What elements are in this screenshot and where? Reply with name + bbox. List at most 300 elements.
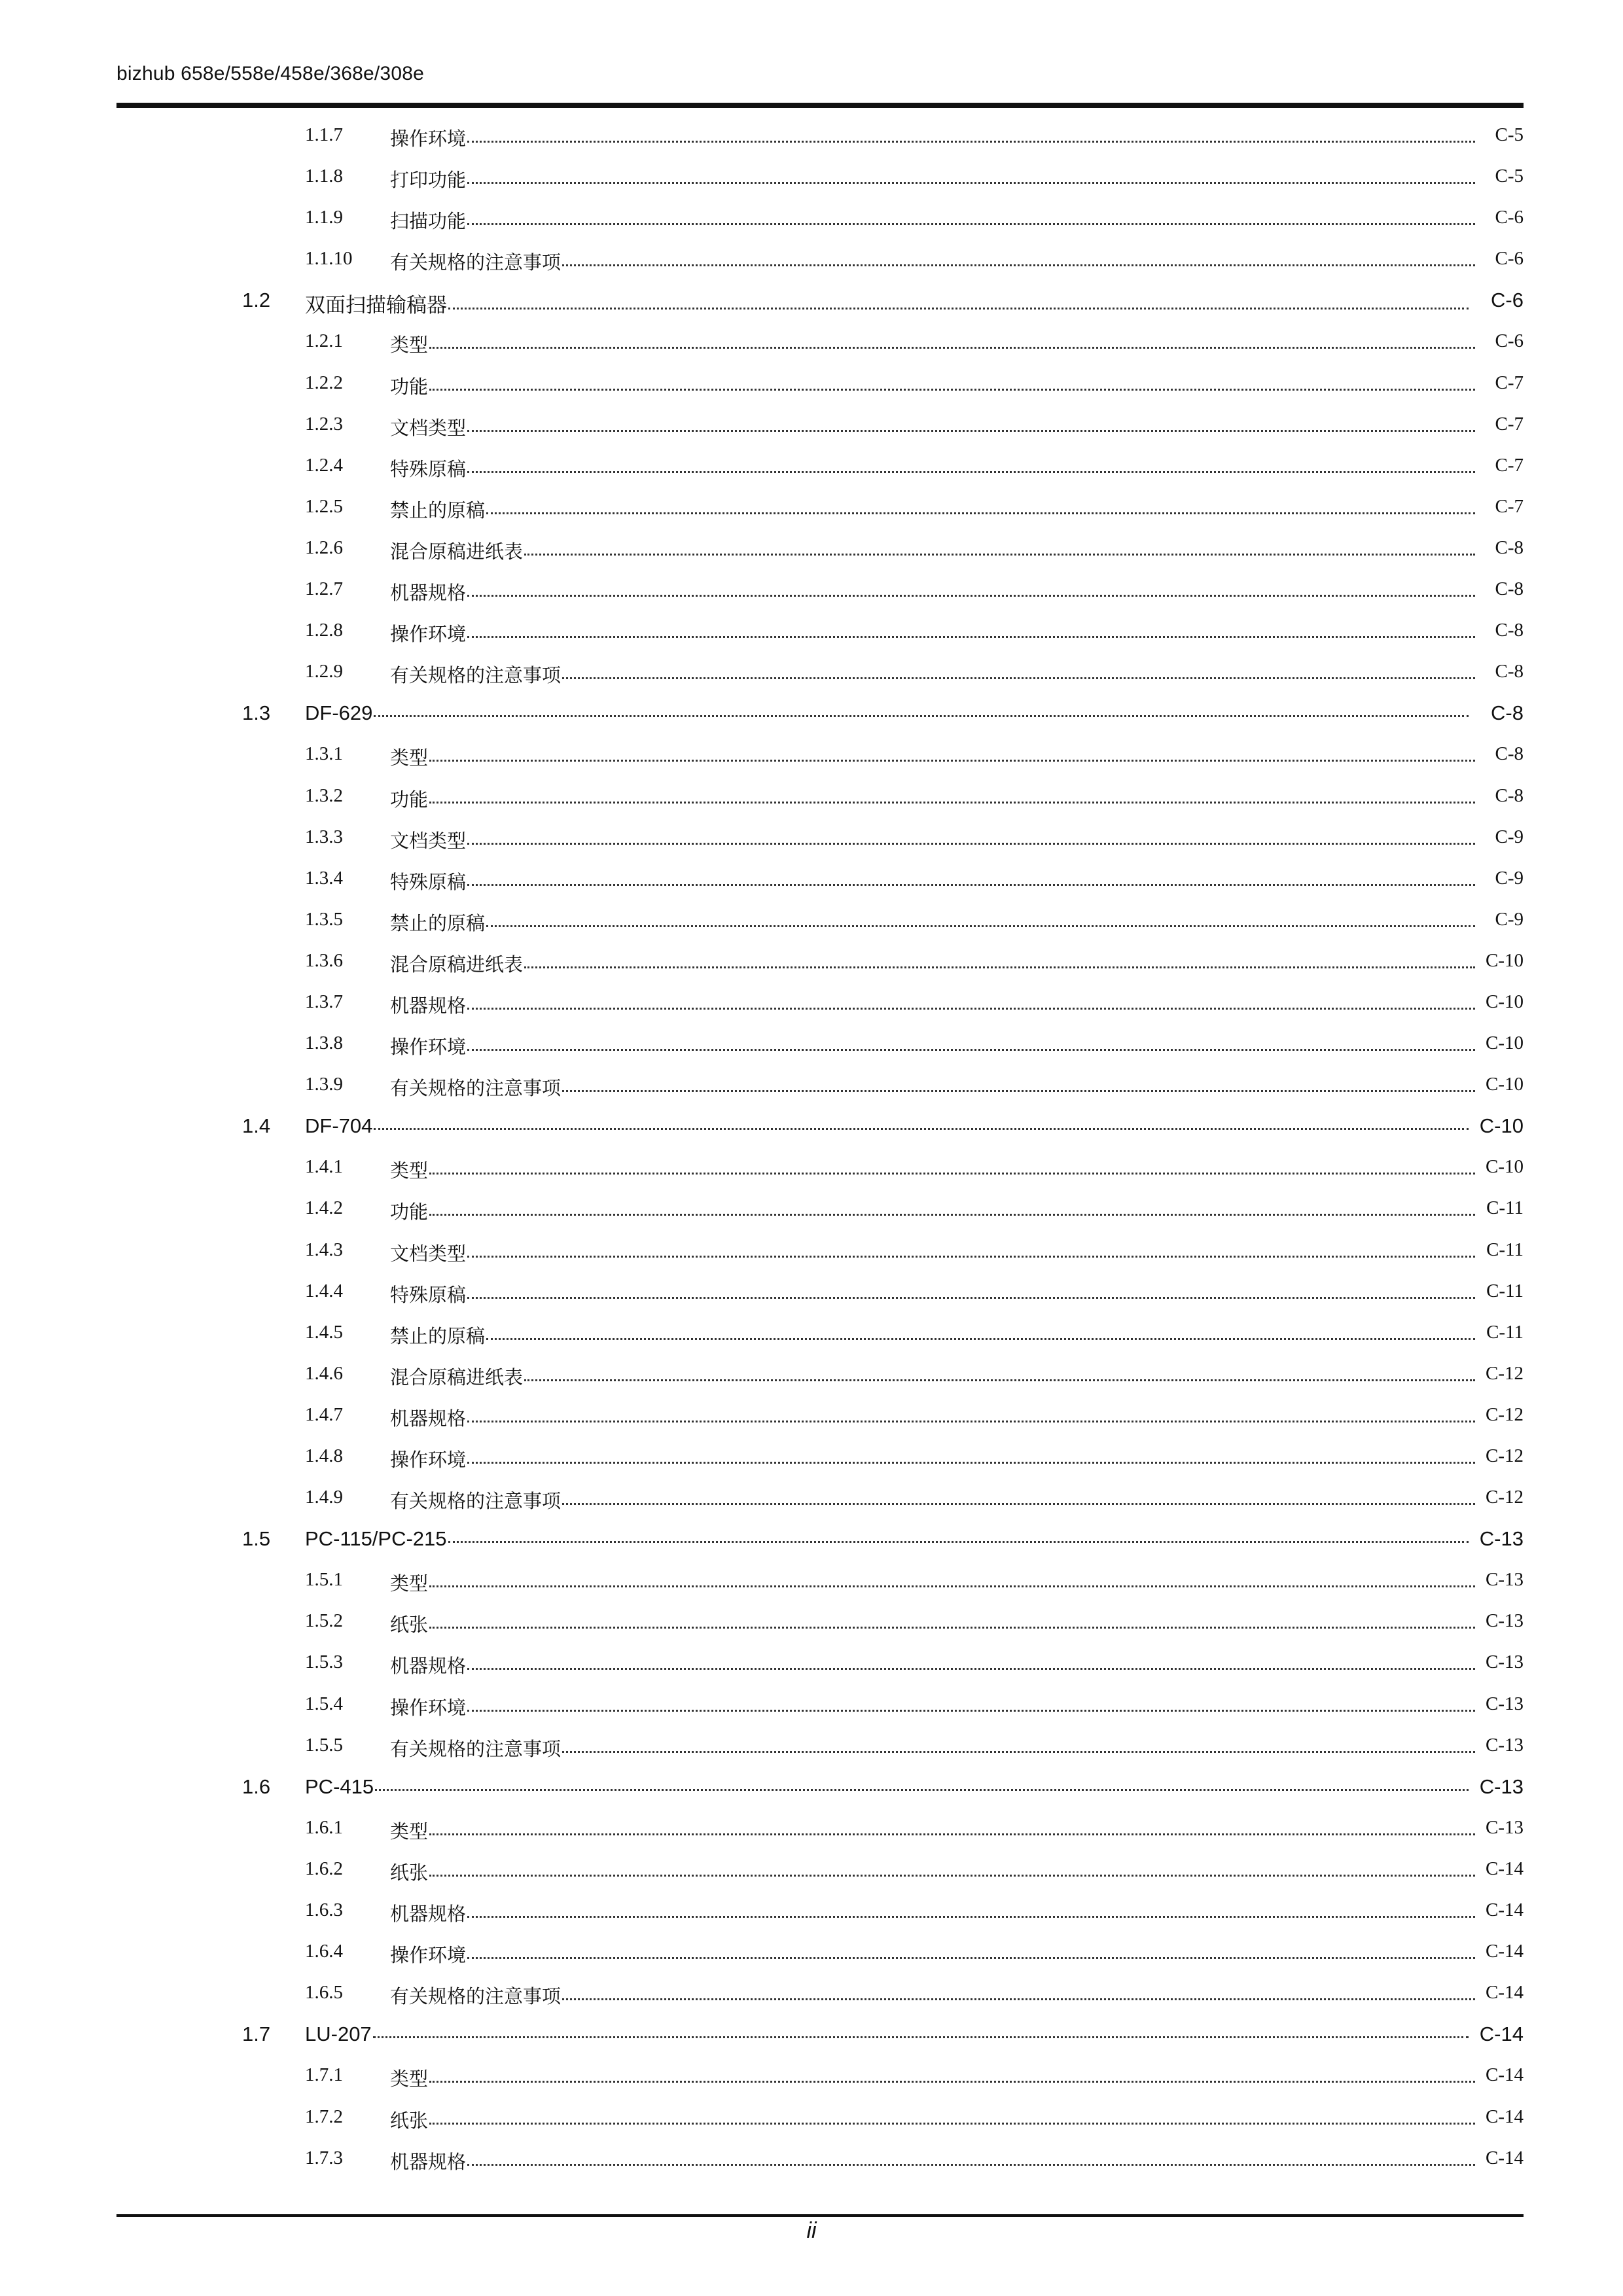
toc-entry-page: C-14	[1486, 2064, 1524, 2086]
toc-entry-page: C-8	[1495, 661, 1524, 682]
toc-entry-number: 1.4.5	[305, 1321, 343, 1343]
toc-dot-leader	[467, 1421, 1475, 1422]
toc-dot-leader	[467, 430, 1475, 432]
toc-entry-title-wrap	[390, 1239, 1478, 1266]
toc-entry-title: DF-629	[305, 701, 373, 725]
toc-entry-title-wrap	[390, 1197, 1478, 1224]
toc-subsection-entry[interactable]	[0, 487, 1623, 528]
toc-entry-page: C-6	[1495, 207, 1524, 228]
toc-dot-leader	[429, 802, 1475, 804]
toc-entry-title-wrap	[305, 2022, 1471, 2046]
toc-entry-title: 禁止的原稿	[390, 913, 486, 934]
toc-dot-leader	[467, 2164, 1475, 2166]
toc-entry-number: 1.3.5	[305, 908, 343, 930]
toc-dot-leader	[467, 1462, 1475, 1464]
toc-entry-page: C-7	[1495, 495, 1524, 517]
toc-entry-title-wrap	[390, 537, 1478, 564]
toc-entry-title-wrap	[390, 743, 1478, 770]
toc-dot-leader	[467, 1916, 1475, 1918]
toc-entry-title-wrap	[390, 991, 1478, 1018]
toc-entry-title: LU-207	[305, 2022, 372, 2046]
toc-entry-number: 1.2	[242, 289, 271, 312]
toc-entry-title-wrap	[390, 1569, 1478, 1596]
toc-entry-title-wrap	[390, 1858, 1478, 1885]
toc-entry-title: 机器规格	[390, 1656, 467, 1678]
toc-entry-title: 类型	[390, 335, 429, 357]
toc-entry-page: C-14	[1486, 1858, 1524, 1879]
toc-entry-page: C-10	[1479, 1114, 1524, 1138]
toc-entry-title: 操作环境	[390, 1945, 467, 1967]
toc-subsection-entry[interactable]	[0, 1354, 1623, 1395]
document-header: bizhub 658e/558e/458e/368e/308e	[116, 63, 424, 84]
toc-entry-page: C-14	[1479, 2022, 1524, 2046]
toc-subsection-entry[interactable]	[0, 1849, 1623, 1890]
toc-entry-number: 1.4.3	[305, 1239, 343, 1260]
toc-entry-number: 1.6	[242, 1775, 271, 1798]
toc-entry-page: C-11	[1486, 1321, 1524, 1343]
toc-entry-page: C-8	[1491, 701, 1524, 725]
toc-entry-title-wrap	[390, 1363, 1478, 1390]
toc-dot-leader	[562, 264, 1475, 266]
toc-dot-leader	[467, 843, 1475, 845]
toc-subsection-entry[interactable]	[0, 1065, 1623, 1106]
toc-entry-title: 混合原稿进纸表	[390, 954, 524, 976]
toc-entry-title: 双面扫描输稿器	[305, 294, 447, 317]
toc-entry-number: 1.6.3	[305, 1899, 343, 1921]
toc-subsection-entry[interactable]	[0, 321, 1623, 362]
toc-subsection-entry[interactable]	[0, 1147, 1623, 1188]
toc-entry-title: 操作环境	[390, 1697, 467, 1719]
toc-subsection-entry[interactable]	[0, 363, 1623, 404]
toc-section-entry[interactable]	[0, 693, 1623, 734]
toc-dot-leader	[429, 1833, 1475, 1835]
toc-entry-title-wrap	[390, 1817, 1478, 1844]
toc-subsection-entry[interactable]	[0, 1560, 1623, 1601]
toc-dot-leader	[467, 1008, 1475, 1010]
toc-subsection-entry[interactable]	[0, 1477, 1623, 1519]
toc-entry-page: C-6	[1495, 248, 1524, 270]
toc-entry-title-wrap	[390, 124, 1478, 151]
toc-entry-title-wrap	[390, 578, 1478, 605]
toc-entry-title-wrap	[390, 1693, 1478, 1720]
toc-dot-leader	[467, 636, 1475, 638]
toc-section-entry[interactable]	[0, 1767, 1623, 1808]
toc-subsection-entry[interactable]	[0, 610, 1623, 652]
toc-entry-page: C-13	[1479, 1527, 1524, 1551]
toc-entry-title-wrap	[390, 1156, 1478, 1183]
toc-entry-number: 1.2.3	[305, 413, 343, 434]
toc-entry-title: 有关规格的注意事项	[390, 253, 562, 274]
toc-subsection-entry[interactable]	[0, 817, 1623, 858]
toc-entry-number: 1.1.8	[305, 166, 343, 187]
toc-entry-number: 1.5.1	[305, 1569, 343, 1591]
toc-dot-leader	[373, 2036, 1469, 2038]
toc-subsection-entry[interactable]	[0, 115, 1623, 156]
toc-entry-number: 1.5.5	[305, 1734, 343, 1756]
toc-entry-title-wrap	[390, 1651, 1478, 1678]
toc-dot-leader	[467, 182, 1475, 184]
toc-entry-title-wrap	[390, 826, 1478, 853]
toc-entry-title-wrap	[390, 1322, 1478, 1349]
toc-entry-title: 纸张	[390, 1615, 429, 1636]
toc-subsection-entry[interactable]	[0, 1973, 1623, 2014]
toc-dot-leader	[467, 223, 1475, 225]
toc-entry-title-wrap	[390, 166, 1478, 192]
toc-dot-leader	[429, 347, 1475, 349]
toc-entry-title-wrap	[390, 950, 1478, 977]
toc-entry-title-wrap	[390, 868, 1478, 894]
toc-entry-page: C-10	[1486, 1156, 1524, 1178]
toc-entry-page: C-10	[1486, 1074, 1524, 1095]
toc-entry-title-wrap	[390, 1404, 1478, 1431]
toc-subsection-entry[interactable]	[0, 858, 1623, 900]
toc-entry-title: 禁止的原稿	[390, 500, 486, 521]
toc-subsection-entry[interactable]	[0, 1890, 1623, 1932]
toc-entry-title-wrap	[390, 909, 1478, 936]
toc-entry-title-wrap	[305, 289, 1471, 318]
toc-subsection-entry[interactable]	[0, 528, 1623, 569]
toc-dot-leader	[448, 1541, 1469, 1543]
toc-dot-leader	[429, 760, 1475, 762]
toc-entry-title-wrap	[390, 1280, 1478, 1307]
toc-entry-title: 有关规格的注意事项	[390, 665, 562, 687]
toc-entry-number: 1.5	[242, 1527, 271, 1551]
toc-dot-leader	[524, 554, 1475, 556]
toc-entry-number: 1.6.4	[305, 1941, 343, 1962]
toc-entry-title-wrap	[390, 330, 1478, 357]
toc-entry-page: C-14	[1486, 2147, 1524, 2168]
toc-entry-title: 混合原稿进纸表	[390, 541, 524, 563]
toc-entry-page: C-13	[1486, 1651, 1524, 1673]
toc-entry-title: 禁止的原稿	[390, 1326, 486, 1347]
toc-entry-number: 1.3.7	[305, 991, 343, 1012]
toc-entry-title: 纸张	[390, 1862, 429, 1884]
toc-entry-page: C-6	[1495, 330, 1524, 352]
toc-dot-leader	[467, 1957, 1475, 1959]
toc-dot-leader	[467, 141, 1475, 143]
toc-entry-number: 1.3	[242, 701, 271, 725]
toc-entry-number: 1.2.2	[305, 372, 343, 393]
toc-entry-title-wrap	[390, 1487, 1478, 1513]
toc-dot-leader	[467, 1049, 1475, 1051]
toc-subsection-entry[interactable]	[0, 1725, 1623, 1767]
toc-entry-title: 类型	[390, 2069, 429, 2091]
toc-entry-page: C-12	[1486, 1487, 1524, 1508]
toc-entry-number: 1.4	[242, 1114, 271, 1138]
toc-entry-page: C-14	[1486, 1899, 1524, 1921]
toc-entry-page: C-5	[1495, 124, 1524, 145]
toc-entry-title-wrap	[390, 414, 1478, 440]
toc-dot-leader	[486, 925, 1475, 927]
toc-dot-leader	[467, 1710, 1475, 1712]
toc-subsection-entry[interactable]	[0, 1395, 1623, 1436]
toc-entry-number: 1.7.3	[305, 2147, 343, 2168]
toc-dot-leader	[467, 1256, 1475, 1258]
toc-subsection-entry[interactable]	[0, 2055, 1623, 2096]
toc-entry-page: C-12	[1486, 1404, 1524, 1425]
toc-entry-title: 类型	[390, 748, 429, 769]
toc-entry-page: C-7	[1495, 454, 1524, 476]
toc-entry-number: 1.7.1	[305, 2064, 343, 2086]
toc-entry-title-wrap	[390, 207, 1478, 234]
toc-entry-number: 1.4.2	[305, 1197, 343, 1219]
toc-subsection-entry[interactable]	[0, 239, 1623, 280]
toc-entry-title: 特殊原稿	[390, 459, 467, 480]
toc-entry-number: 1.2.8	[305, 620, 343, 641]
toc-dot-leader	[562, 1751, 1475, 1753]
toc-entry-page: C-10	[1486, 991, 1524, 1012]
toc-subsection-entry[interactable]	[0, 446, 1623, 487]
toc-subsection-entry[interactable]	[0, 156, 1623, 198]
toc-entry-title-wrap	[390, 2106, 1478, 2133]
toc-entry-number: 1.3.9	[305, 1074, 343, 1095]
toc-entry-number: 1.3.3	[305, 826, 343, 847]
toc-entry-number: 1.4.8	[305, 1445, 343, 1466]
toc-entry-title: 功能	[390, 789, 429, 811]
toc-entry-page: C-13	[1486, 1569, 1524, 1591]
toc-entry-number: 1.4.1	[305, 1156, 343, 1178]
toc-entry-number: 1.2.9	[305, 661, 343, 682]
toc-entry-page: C-12	[1486, 1445, 1524, 1466]
toc-entry-number: 1.5.2	[305, 1610, 343, 1632]
toc-entry-title-wrap	[390, 1899, 1478, 1926]
toc-entry-title: 纸张	[390, 2110, 429, 2132]
toc-subsection-entry[interactable]	[0, 1188, 1623, 1229]
toc-entry-title-wrap	[390, 372, 1478, 399]
toc-entry-page: C-11	[1486, 1280, 1524, 1301]
toc-entry-title-wrap	[390, 2147, 1478, 2174]
toc-entry-title-wrap	[305, 1775, 1471, 1799]
toc-entry-title: 有关规格的注意事项	[390, 1739, 562, 1760]
toc-dot-leader	[429, 2123, 1475, 2125]
toc-subsection-entry[interactable]	[0, 982, 1623, 1023]
toc-subsection-entry[interactable]	[0, 1271, 1623, 1313]
toc-entry-title-wrap	[390, 455, 1478, 482]
toc-entry-number: 1.2.5	[305, 495, 343, 517]
toc-dot-leader	[486, 512, 1475, 514]
toc-entry-title: 打印功能	[390, 170, 467, 192]
toc-entry-title-wrap	[390, 1982, 1478, 2009]
toc-section-entry[interactable]	[0, 280, 1623, 321]
toc-entry-number: 1.2.4	[305, 454, 343, 476]
toc-entry-title-wrap	[390, 1074, 1478, 1101]
toc-entry-number: 1.5.3	[305, 1651, 343, 1673]
toc-subsection-entry[interactable]	[0, 569, 1623, 610]
toc-entry-number: 1.4.9	[305, 1487, 343, 1508]
toc-dot-leader	[374, 1128, 1469, 1130]
toc-subsection-entry[interactable]	[0, 1313, 1623, 1354]
toc-entry-title: 操作环境	[390, 129, 467, 150]
toc-entry-title: 类型	[390, 1161, 429, 1182]
toc-entry-title: 操作环境	[390, 1037, 467, 1059]
toc-dot-leader	[562, 1503, 1475, 1505]
toc-entry-title: 文档类型	[390, 417, 467, 439]
toc-dot-leader	[429, 389, 1475, 391]
toc-entry-number: 1.1.7	[305, 124, 343, 145]
toc-entry-title: 操作环境	[390, 1450, 467, 1471]
header-rule	[116, 103, 1524, 108]
toc-entry-title: 扫描功能	[390, 211, 467, 233]
toc-entry-page: C-8	[1495, 743, 1524, 765]
toc-entry-number: 1.3.4	[305, 867, 343, 889]
toc-dot-leader	[562, 1090, 1475, 1092]
toc-entry-title: DF-704	[305, 1114, 373, 1138]
toc-entry-page: C-5	[1495, 166, 1524, 187]
toc-entry-page: C-13	[1486, 1816, 1524, 1838]
toc-entry-page: C-13	[1479, 1775, 1524, 1798]
toc-entry-page: C-13	[1486, 1734, 1524, 1756]
toc-section-entry[interactable]	[0, 2014, 1623, 2055]
toc-entry-page: C-14	[1486, 2106, 1524, 2127]
toc-entry-title: 操作环境	[390, 624, 467, 646]
toc-entry-title-wrap	[390, 620, 1478, 646]
toc-entry-title-wrap	[390, 1735, 1478, 1761]
toc-entry-title: 机器规格	[390, 2151, 467, 2173]
toc-entry-title-wrap	[390, 1445, 1478, 1472]
toc-entry-page: C-9	[1495, 908, 1524, 930]
toc-entry-page: C-12	[1486, 1362, 1524, 1384]
toc-dot-leader	[467, 471, 1475, 473]
toc-dot-leader	[524, 1379, 1475, 1381]
toc-entry-page: C-6	[1491, 289, 1524, 312]
toc-entry-number: 1.2.7	[305, 578, 343, 600]
toc-entry-number: 1.6.1	[305, 1816, 343, 1838]
toc-entry-title: 机器规格	[390, 1408, 467, 1430]
toc-entry-page: C-7	[1495, 372, 1524, 393]
toc-entry-title-wrap	[390, 248, 1478, 275]
toc-entry-number: 1.3.8	[305, 1033, 343, 1054]
toc-entry-number: 1.4.4	[305, 1280, 343, 1301]
toc-entry-page: C-10	[1486, 1033, 1524, 1054]
toc-entry-number: 1.4.7	[305, 1404, 343, 1425]
toc-dot-leader	[429, 1585, 1475, 1587]
toc-subsection-entry[interactable]	[0, 1642, 1623, 1684]
toc-entry-title: 混合原稿进纸表	[390, 1367, 524, 1388]
toc-subsection-entry[interactable]	[0, 1230, 1623, 1271]
toc-dot-leader	[429, 1875, 1475, 1877]
toc-entry-title: PC-115/PC-215	[305, 1527, 447, 1551]
footer-rule	[116, 2214, 1524, 2217]
toc-entry-number: 1.3.2	[305, 785, 343, 806]
toc-entry-page: C-9	[1495, 867, 1524, 889]
toc-subsection-entry[interactable]	[0, 1436, 1623, 1477]
toc-dot-leader	[448, 308, 1469, 309]
toc-entry-page: C-8	[1495, 537, 1524, 558]
toc-subsection-entry[interactable]	[0, 776, 1623, 817]
toc-entry-page: C-7	[1495, 413, 1524, 434]
toc-subsection-entry[interactable]	[0, 404, 1623, 446]
toc-entry-title-wrap	[305, 1114, 1471, 1138]
toc-dot-leader	[486, 1338, 1475, 1340]
toc-dot-leader	[375, 1789, 1469, 1791]
toc-entry-title-wrap	[390, 1941, 1478, 1968]
toc-entry-page: C-14	[1486, 1941, 1524, 1962]
toc-entry-title: 类型	[390, 1821, 429, 1843]
toc-entry-title: PC-415	[305, 1775, 374, 1798]
toc-entry-number: 1.2.1	[305, 330, 343, 352]
toc-section-entry[interactable]	[0, 1519, 1623, 1560]
toc-entry-page: C-8	[1495, 620, 1524, 641]
toc-entry-number: 1.2.6	[305, 537, 343, 558]
toc-entry-number: 1.7	[242, 2022, 271, 2046]
toc-entry-title: 有关规格的注意事项	[390, 1987, 562, 2008]
toc-entry-title: 机器规格	[390, 1904, 467, 1926]
toc-dot-leader	[429, 1173, 1475, 1174]
toc-entry-number: 1.3.1	[305, 743, 343, 765]
toc-subsection-entry[interactable]	[0, 900, 1623, 941]
toc-entry-number: 1.1.10	[305, 248, 353, 270]
toc-dot-leader	[467, 595, 1475, 597]
toc-entry-number: 1.4.6	[305, 1362, 343, 1384]
toc-subsection-entry[interactable]	[0, 1601, 1623, 1642]
toc-dot-leader	[524, 966, 1475, 968]
toc-subsection-entry[interactable]	[0, 2138, 1623, 2180]
toc-entry-page: C-8	[1495, 578, 1524, 600]
toc-entry-title: 文档类型	[390, 1243, 467, 1265]
toc-entry-title: 文档类型	[390, 830, 467, 852]
toc-subsection-entry[interactable]	[0, 198, 1623, 239]
toc-entry-title-wrap	[390, 1610, 1478, 1637]
toc-entry-title: 功能	[390, 1202, 429, 1224]
toc-entry-number: 1.6.5	[305, 1982, 343, 2004]
toc-entry-title: 有关规格的注意事项	[390, 1078, 562, 1100]
toc-entry-page: C-11	[1486, 1197, 1524, 1219]
toc-section-entry[interactable]	[0, 1106, 1623, 1147]
toc-dot-leader	[467, 1668, 1475, 1670]
toc-entry-title: 机器规格	[390, 583, 467, 605]
toc-entry-title: 有关规格的注意事项	[390, 1491, 562, 1513]
toc-entry-page: C-13	[1486, 1693, 1524, 1714]
toc-entry-number: 1.5.4	[305, 1693, 343, 1714]
toc-subsection-entry[interactable]	[0, 2097, 1623, 2138]
table-of-contents	[0, 115, 1623, 2180]
toc-entry-number: 1.6.2	[305, 1858, 343, 1879]
toc-entry-number: 1.7.2	[305, 2106, 343, 2127]
toc-dot-leader	[429, 2081, 1475, 2083]
toc-subsection-entry[interactable]	[0, 652, 1623, 693]
toc-entry-title: 特殊原稿	[390, 1284, 467, 1306]
toc-entry-title-wrap	[305, 1527, 1471, 1551]
toc-entry-title: 特殊原稿	[390, 872, 467, 893]
toc-entry-title: 机器规格	[390, 995, 467, 1017]
toc-subsection-entry[interactable]	[0, 1808, 1623, 1849]
toc-entry-title-wrap	[305, 701, 1471, 725]
toc-subsection-entry[interactable]	[0, 1023, 1623, 1065]
toc-dot-leader	[429, 1627, 1475, 1629]
toc-entry-number: 1.1.9	[305, 207, 343, 228]
toc-entry-page: C-10	[1486, 949, 1524, 971]
toc-entry-page: C-8	[1495, 785, 1524, 806]
toc-entry-title-wrap	[390, 1033, 1478, 1059]
toc-entry-page: C-13	[1486, 1610, 1524, 1632]
toc-entry-page: C-14	[1486, 1982, 1524, 2004]
toc-entry-title-wrap	[390, 785, 1478, 812]
toc-entry-page: C-9	[1495, 826, 1524, 847]
toc-dot-leader	[467, 1297, 1475, 1299]
toc-subsection-entry[interactable]	[0, 734, 1623, 775]
toc-entry-page: C-11	[1486, 1239, 1524, 1260]
toc-subsection-entry[interactable]	[0, 941, 1623, 982]
toc-dot-leader	[429, 1214, 1475, 1216]
toc-subsection-entry[interactable]	[0, 1932, 1623, 1973]
toc-entry-title-wrap	[390, 496, 1478, 523]
toc-dot-leader	[467, 884, 1475, 886]
toc-dot-leader	[374, 715, 1469, 717]
toc-dot-leader	[562, 677, 1475, 679]
toc-entry-title-wrap	[390, 2064, 1478, 2091]
toc-entry-title-wrap	[390, 661, 1478, 688]
toc-subsection-entry[interactable]	[0, 1684, 1623, 1725]
